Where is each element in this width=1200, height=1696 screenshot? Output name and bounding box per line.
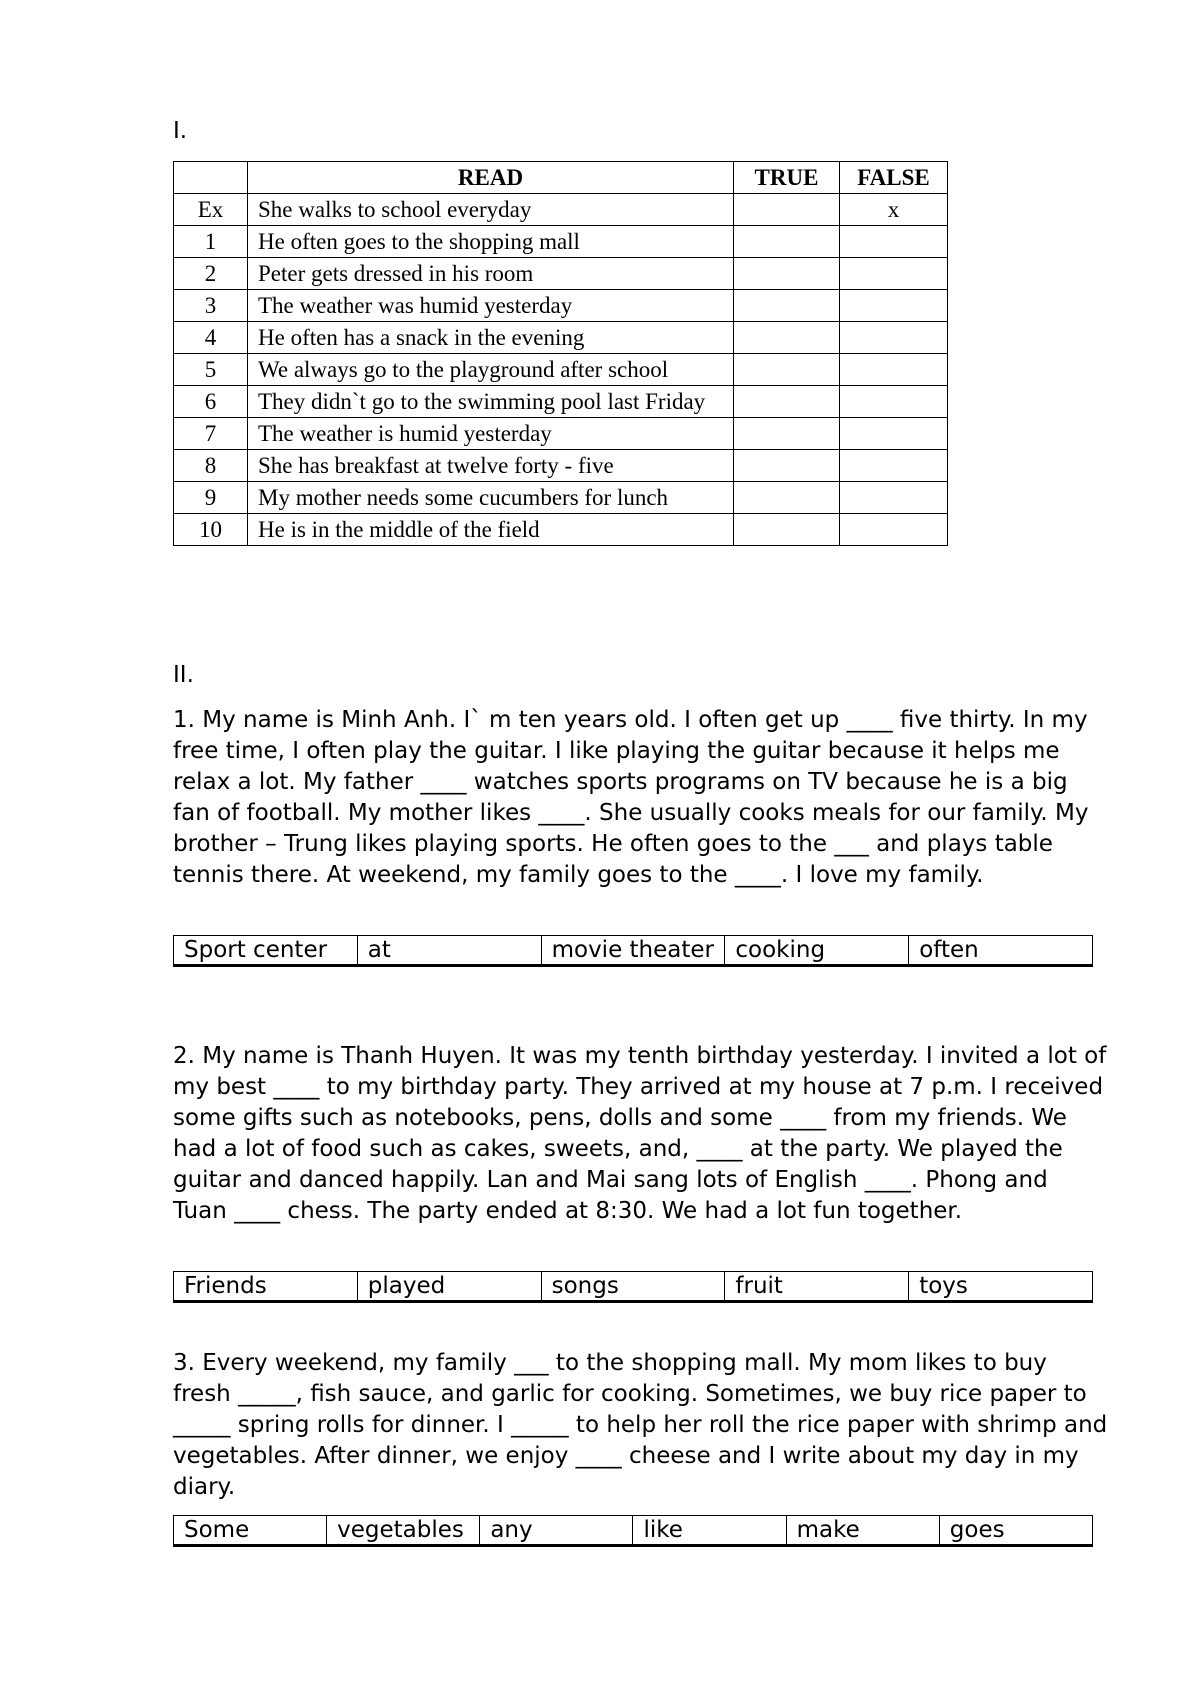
row-number: 3	[174, 290, 248, 322]
true-cell	[734, 290, 840, 322]
statement-text: We always go to the playground after school	[248, 354, 734, 386]
word-bank-cell: at	[357, 936, 541, 966]
row-number: 10	[174, 514, 248, 546]
false-cell	[840, 418, 948, 450]
word-bank-cell: toys	[909, 1272, 1093, 1302]
table-row	[174, 322, 948, 354]
row-number: 5	[174, 354, 248, 386]
word-bank-cell: played	[357, 1272, 541, 1302]
row-number: 2	[174, 258, 248, 290]
statement-text: My mother needs some cucumbers for lunch	[248, 482, 734, 514]
table-row	[174, 418, 948, 450]
table-row	[174, 450, 948, 482]
true-false-table	[173, 161, 948, 546]
false-cell	[840, 386, 948, 418]
word-bank-cell: fruit	[725, 1272, 909, 1302]
word-bank-cell: goes	[939, 1516, 1092, 1546]
false-cell	[840, 354, 948, 386]
table-row	[174, 194, 948, 226]
word-bank-cell: any	[480, 1516, 633, 1546]
true-cell	[734, 258, 840, 290]
false-cell: x	[840, 194, 948, 226]
true-cell	[734, 450, 840, 482]
word-bank-cell: Some	[174, 1516, 327, 1546]
row-number: 7	[174, 418, 248, 450]
true-column-header: TRUE	[734, 162, 840, 194]
word-bank-cell: make	[786, 1516, 939, 1546]
false-cell	[840, 290, 948, 322]
true-cell	[734, 322, 840, 354]
statement-text: They didn`t go to the swimming pool last Friday	[248, 386, 734, 418]
table-row	[174, 258, 948, 290]
table-row	[174, 514, 948, 546]
true-cell	[734, 418, 840, 450]
exercise-1-paragraph: 1. My name is Minh Anh. I` m ten years old. I often get up ____ five thirty. In my free time, I often play the guitar. I like playing the guitar because it helps me relax a lot. My father ____ watches sports programs on TV because he is a big fan of football. My mother likes ____. She usually cooks meals for our family. My brother – Trung likes playing sports. He often goes to the ___ and plays table tennis there. At weekend, my family goes to the ____. I love my family.	[173, 707, 1089, 888]
exercise-2-paragraph: 2. My name is Thanh Huyen. It was my tenth birthday yesterday. I invited a lot of my best ____ to my birthday party. They arrived at my house at 7 p.m. I received some gifts such as notebooks, pens, dolls and some ____ from my friends. We had a lot of food such as cakes, sweets, and, ____ at the party. We played the guitar and danced happily. Lan and Mai sang lots of English ____. Phong and Tuan ____ chess. The party ended at 8:30. We had a lot fun together.	[173, 1043, 1107, 1224]
word-bank-cell: cooking	[725, 936, 909, 966]
true-cell	[734, 194, 840, 226]
read-column-header: READ	[248, 162, 734, 194]
table-row	[174, 226, 948, 258]
word-bank-cell: vegetables	[327, 1516, 480, 1546]
table-row	[174, 386, 948, 418]
word-bank-cell: Sport center	[174, 936, 358, 966]
word-bank-cell: Friends	[174, 1272, 358, 1302]
row-number: Ex	[174, 194, 248, 226]
true-cell	[734, 482, 840, 514]
true-cell	[734, 226, 840, 258]
false-cell	[840, 322, 948, 354]
row-number: 1	[174, 226, 248, 258]
statement-text: Peter gets dressed in his room	[248, 258, 734, 290]
false-cell	[840, 226, 948, 258]
section-2-heading: II.	[173, 662, 194, 688]
table-row	[174, 354, 948, 386]
statement-text: He is in the middle of the field	[248, 514, 734, 546]
false-cell	[840, 482, 948, 514]
true-cell	[734, 514, 840, 546]
exercise-3-paragraph: 3. Every weekend, my family ___ to the shopping mall. My mom likes to buy fresh _____, fish sauce, and garlic for cooking. Sometimes, we buy rice paper to _____ spring rolls for dinner. I _____ to help her roll the rice paper with shrimp and vegetables. After dinner, we enjoy ____ cheese and I write about my day in my diary.	[173, 1350, 1108, 1500]
row-number: 9	[174, 482, 248, 514]
word-bank-cell: like	[633, 1516, 786, 1546]
exercise-3-word-bank	[173, 1515, 1093, 1547]
true-cell	[734, 354, 840, 386]
statement-text: He often goes to the shopping mall	[248, 226, 734, 258]
statement-text: The weather was humid yesterday	[248, 290, 734, 322]
word-bank-row	[174, 1516, 1093, 1546]
true-cell	[734, 386, 840, 418]
false-cell	[840, 258, 948, 290]
statement-text: She has breakfast at twelve forty - five	[248, 450, 734, 482]
number-column-header	[174, 162, 248, 194]
row-number: 8	[174, 450, 248, 482]
word-bank-cell: songs	[541, 1272, 725, 1302]
word-bank-row	[174, 936, 1093, 966]
row-number: 4	[174, 322, 248, 354]
statement-text: She walks to school everyday	[248, 194, 734, 226]
word-bank-cell: often	[909, 936, 1093, 966]
row-number: 6	[174, 386, 248, 418]
statement-text: He often has a snack in the evening	[248, 322, 734, 354]
true-false-rows	[174, 194, 948, 546]
word-bank-cell: movie theater	[541, 936, 725, 966]
table-row	[174, 482, 948, 514]
false-cell	[840, 450, 948, 482]
statement-text: The weather is humid yesterday	[248, 418, 734, 450]
exercise-1-word-bank	[173, 935, 1093, 967]
word-bank-row	[174, 1272, 1093, 1302]
exercise-2-word-bank	[173, 1271, 1093, 1303]
table-header-row	[174, 162, 948, 194]
section-1-heading: I.	[173, 118, 188, 144]
false-cell	[840, 514, 948, 546]
table-row	[174, 290, 948, 322]
false-column-header: FALSE	[840, 162, 948, 194]
